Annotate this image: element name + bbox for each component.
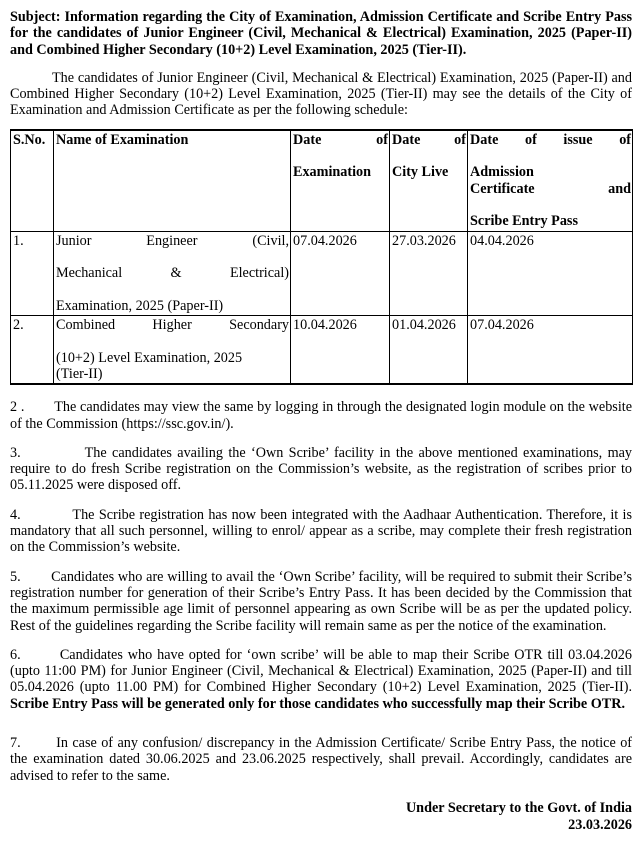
cell-date-city-live <box>390 316 468 385</box>
signature-block <box>406 800 632 833</box>
cell-exam-name-line1 <box>56 233 289 266</box>
paragraph-2-number: 2 . <box>10 399 25 416</box>
exam-name-word2: Higher <box>152 317 192 334</box>
paragraph-3-text: The candidates availing the ‘Own Scribe’ facility in the above mentioned examinations, may require to do fresh Scribe registration on the Commission’s website, as the registration of scribes prior to 05.11.2025 were disposed off. <box>10 444 633 494</box>
header-date-exam-word2: of <box>376 131 388 148</box>
paragraph-6-text: Candidates who have opted for ‘own scribe’ will be able to map their Scribe OTR till 03.04.2026 (upto 11:00 PM) for Junior Engineer (Civil, Mechanical & Electrical) Examination, 2025 (Paper-II) and till 05.04.2026 (upto 11.00 PM) for Combined Higher Secondary (10+2) Level Examination, 2025 (Tier-II). <box>10 646 632 696</box>
cell-date-issue <box>468 316 633 385</box>
table-header-row <box>11 130 633 231</box>
paragraph-2 <box>10 399 632 432</box>
cell-city-live-text: 27.03.2026 <box>392 232 456 249</box>
cell-date-issue-text: 04.04.2026 <box>470 232 534 249</box>
cell-sno-text: 2. <box>13 317 24 334</box>
header-name-of-examination <box>54 130 291 231</box>
paragraph-7-indent <box>21 735 56 751</box>
paragraph-3 <box>10 445 632 494</box>
paragraph-6-bold-tail: Scribe Entry Pass will be generated only for those candidates who successfully map their Scribe OTR. <box>10 695 626 712</box>
header-sno-text: S.No. <box>13 131 46 148</box>
exam-name-word4: Mechanical <box>56 265 123 282</box>
signature-date: 23.03.2026 <box>568 816 632 833</box>
exam-name-word5: & <box>170 265 182 282</box>
cell-exam-name-line2 <box>56 265 289 298</box>
cell-sno-text: 1. <box>13 232 24 249</box>
paragraph-6 <box>10 647 632 712</box>
paragraph-3-number: 3. <box>10 444 21 461</box>
cell-exam-name-line2: (10+2) Level Examination, 2025 <box>56 349 243 366</box>
cell-exam-name <box>54 231 291 315</box>
cell-date-exam-text: 07.04.2026 <box>293 232 357 249</box>
exam-name-word1: Combined <box>56 317 116 334</box>
cell-date-examination <box>291 316 390 385</box>
header-issue-line1 <box>470 132 631 165</box>
header-sno <box>11 130 54 231</box>
header-city-live-line1 <box>392 132 466 165</box>
header-city-live-word1: Date <box>392 131 421 148</box>
intro-paragraph: The candidates of Junior Engineer (Civil, Mechanical & Electrical) Examination, 2025 (Paper-II) and Combined Higher Secondary (10+2) Level Examination, 2025 (Tier-II) may see the details of the City of Examination and Admission Certificate as per the following schedule: <box>10 69 632 119</box>
paragraph-3-indent <box>21 445 85 461</box>
header-issue-word1: Date <box>470 131 499 148</box>
paragraph-4-number: 4. <box>10 506 21 523</box>
cell-date-city-live <box>390 231 468 315</box>
schedule-table <box>10 129 633 385</box>
cell-sno <box>11 231 54 315</box>
exam-name-word6: Electrical) <box>229 265 290 282</box>
paragraph-2-indent <box>24 399 54 415</box>
paragraph-5 <box>10 569 632 634</box>
table-row <box>11 231 633 315</box>
header-date-of-issue <box>468 130 633 231</box>
header-city-live-line2: City Live <box>392 164 449 181</box>
paragraph-5-indent <box>21 569 51 585</box>
paragraph-5-text: Candidates who are willing to avail the ‘Own Scribe’ facility, will be required to submit their Scribe’s registration number for generation of their Scribe’s Entry Pass. It has been decided by the Commission that the maximum permissible age limit of personnel appearing as own Scribe will be as per the updated policy. Rest of the guidelines regarding the Scribe facility will remain same as per the notice of the examination. <box>10 568 633 634</box>
paragraph-4-indent <box>21 507 73 523</box>
paragraph-2-text: The candidates may view the same by logging in through the designated login module on the website of the Commission (https://ssc.gov.in/). <box>10 399 633 432</box>
header-date-of-examination <box>291 130 390 231</box>
table-header <box>11 130 633 231</box>
table-row <box>11 316 633 385</box>
header-issue-word4: of <box>619 131 632 148</box>
header-issue-word2: of <box>524 131 537 148</box>
header-date-exam-word1: Date <box>293 131 322 148</box>
cell-exam-name-line3: Examination, 2025 (Paper-II) <box>56 297 224 314</box>
cell-city-live-text: 01.04.2026 <box>392 317 456 334</box>
cell-sno <box>11 316 54 385</box>
table-body <box>11 231 633 384</box>
header-date-exam-line2: Examination <box>293 164 372 181</box>
header-city-live-word2: of <box>454 131 466 148</box>
paragraph-5-number: 5. <box>10 568 21 585</box>
exam-name-word1: Junior <box>56 232 92 249</box>
header-name-text: Name of Examination <box>56 131 189 148</box>
subject-line: Subject: Information regarding the City of Examination, Admission Certificate and Scribe Entry Pass for the candidates of Junior Engineer (Civil, Mechanical & Electrical) Examination, 2025 (Paper-II) and Combined Higher Secondary (10+2) Level Examination, 2025 (Tier-II). <box>10 9 632 58</box>
header-issue-line3 <box>470 181 631 214</box>
exam-name-word2: Engineer <box>146 232 198 249</box>
cell-exam-name-line3: (Tier-II) <box>56 365 103 382</box>
cell-date-issue <box>468 231 633 315</box>
paragraph-6-number: 6. <box>10 646 21 663</box>
header-issue-word3: issue <box>563 131 593 148</box>
paragraph-7 <box>10 735 632 784</box>
paragraph-6-indent <box>21 647 60 663</box>
exam-name-word3: Secondary <box>229 317 290 334</box>
paragraph-4 <box>10 507 632 556</box>
header-date-exam-line1 <box>293 132 388 165</box>
cell-date-exam-text: 10.04.2026 <box>293 317 357 334</box>
cell-date-issue-text: 07.04.2026 <box>470 317 534 334</box>
header-issue-word5: Certificate <box>470 180 535 197</box>
header-issue-word6: and <box>608 180 631 197</box>
paragraph-7-number: 7. <box>10 734 21 751</box>
cell-exam-name <box>54 316 291 385</box>
header-issue-line4: Scribe Entry Pass <box>470 213 578 230</box>
cell-date-examination <box>291 231 390 315</box>
header-issue-line2: Admission <box>470 164 534 181</box>
signatory-designation: Under Secretary to the Govt. of India <box>405 800 632 817</box>
paragraph-7-text: In case of any confusion/ discrepancy in the Admission Certificate/ Scribe Entry Pass, the notice of the examination dated 30.06.2025 and 23.06.2025 respectively, shall prevail. Accordingly, candidates are advised to refer to the same. <box>10 734 633 784</box>
cell-exam-name-line1 <box>56 317 289 350</box>
exam-name-word3: (Civil, <box>252 232 289 249</box>
header-date-city-live <box>390 130 468 231</box>
paragraph-4-text: The Scribe registration has now been integrated with the Aadhaar Authentication. Therefore, it is mandatory that all such personnel, willing to enrol/ appear as a scribe, may complete their fresh registration on the Commission’s website. <box>10 506 633 556</box>
paragraph-spacer <box>10 725 632 735</box>
